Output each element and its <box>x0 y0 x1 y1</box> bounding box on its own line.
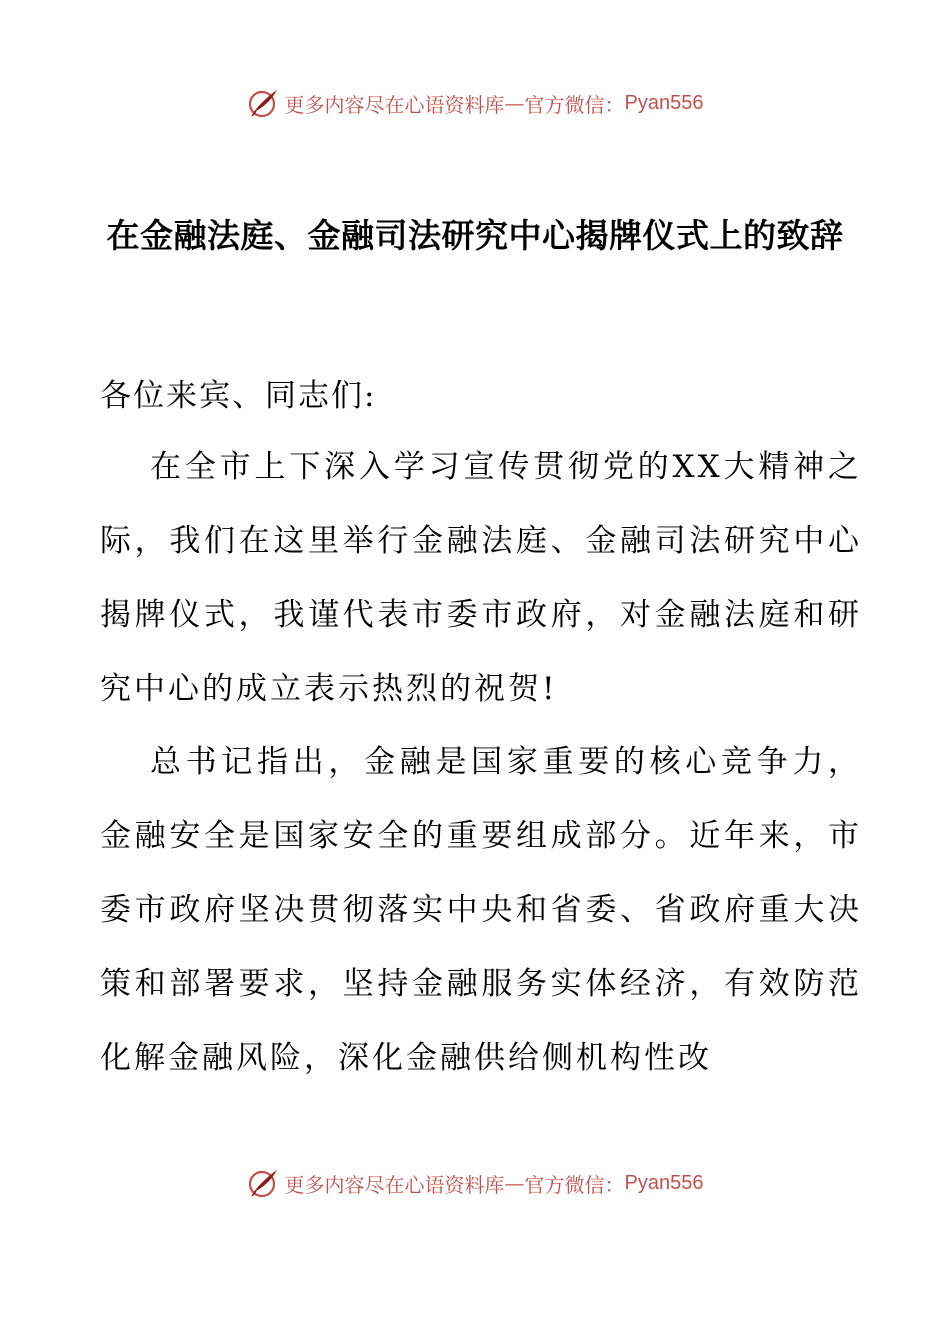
footer-banner <box>0 1163 950 1203</box>
banner-wechat-id: Pyan556 <box>624 91 704 114</box>
document-title: 在金融法庭、金融司法研究中心揭牌仪式上的致辞 <box>106 216 844 255</box>
banner-separator: — <box>504 1171 525 1195</box>
body-paragraph-1: 在全市上下深入学习宣传贯彻党的XX大精神之际，我们在这里举行金融法庭、金融司法研究中心揭牌仪式，我谨代表市委市政府，对金融法庭和研究中心的成立表示热烈的祝贺! <box>100 449 862 707</box>
banner-wechat-id: Pyan556 <box>624 1171 704 1194</box>
header-banner <box>0 83 950 123</box>
banner-brand-text: 更多内容尽在心语资料库 <box>284 92 505 117</box>
body-paragraph-2: 总书记指出，金融是国家重要的核心竞争力，金融安全是国家安全的重要组成部分。近年来，市委市政府坚决贯彻落实中央和省委、省政府重大决策和部署要求，坚持金融服务实体经济，有效防范化解金融风险，深化金融供给侧机构性改 <box>100 744 862 1076</box>
quill-pen-logo-icon <box>247 1167 279 1199</box>
banner-separator: — <box>504 91 525 115</box>
salutation: 各位来宾、同志们: <box>100 378 377 414</box>
banner-wechat-label: 官方微信： <box>524 92 625 117</box>
banner-wechat-label: 官方微信： <box>524 1172 625 1197</box>
banner-brand-text: 更多内容尽在心语资料库 <box>284 1172 505 1197</box>
quill-pen-logo-icon <box>247 87 279 119</box>
